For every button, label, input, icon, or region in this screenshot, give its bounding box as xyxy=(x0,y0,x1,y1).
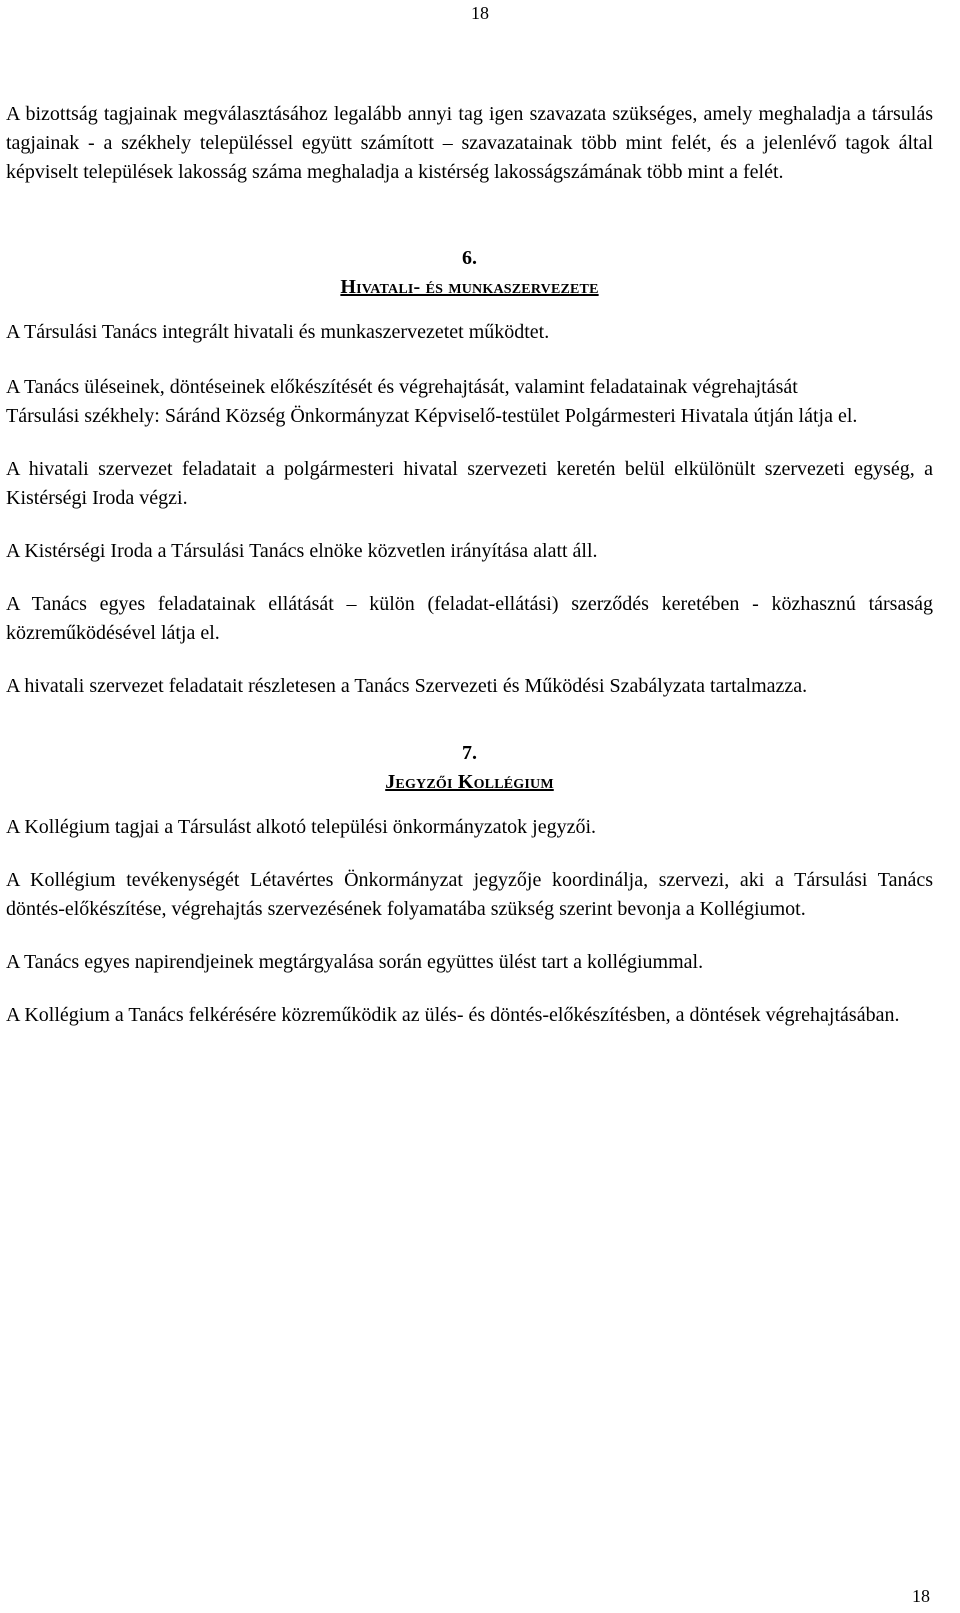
section-7-title: Jegyzői Kollégium xyxy=(385,771,554,793)
section-6-title: Hivatali- és munkaszervezete xyxy=(340,276,599,298)
section-6-paragraph: A Tanács üléseinek, döntéseinek előkészítését és végrehajtását, valamint feladatainak végrehajtását xyxy=(6,376,798,398)
section-7-paragraph: A Kollégium a Tanács felkérésére közreműködik az ülés- és döntés-előkészítésben, a döntések végrehajtásában. xyxy=(6,1004,900,1026)
section-7-paragraph: A Tanács egyes napirendjeinek megtárgyalása során együttes ülést tart a kollégiummal. xyxy=(6,951,704,973)
section-6-paragraph: A Tanács egyes feladatainak ellátását – külön (feladat-ellátási) szerződés keretében - közhasznú társaság közreműködésével látja el. xyxy=(6,593,933,644)
document-body xyxy=(6,100,933,1030)
section-6-paragraph: Társulási székhely: Sáránd Község Önkormányzat Képviselő-testület Polgármesteri Hivatala útján látja el. xyxy=(6,405,858,427)
section-6-paragraph: A Kistérségi Iroda a Társulási Tanács elnöke közvetlen irányítása alatt áll. xyxy=(6,540,598,562)
page-number-top: 18 xyxy=(471,3,489,23)
section-6-paragraph: A Társulási Tanács integrált hivatali és munkaszervezetet működtet. xyxy=(6,321,550,343)
page-number-bottom: 18 xyxy=(912,1586,930,1606)
section-6-paragraph: A hivatali szervezet feladatait részletesen a Tanács Szervezeti és Működési Szabályzata tartalmazza. xyxy=(6,675,808,697)
section-6-number: 6. xyxy=(462,247,477,269)
section-6-paragraph: A hivatali szervezet feladatait a polgármesteri hivatal szervezeti keretén belül elkülönült szervezeti egység, a Kistérségi Iroda végzi. xyxy=(6,458,933,509)
section-7-paragraph: A Kollégium tagjai a Társulást alkotó települési önkormányzatok jegyzői. xyxy=(6,816,597,838)
intro-paragraph: A bizottság tagjainak megválasztásához legalább annyi tag igen szavazata szükséges, amely meghaladja a társulás tagjainak - a székhely településsel együtt számított – szavazatainak több mint felét, és a jelenlévő tagok által képviselt települések lakosság száma meghaladja a kistérség lakosságszámának több mint a felét. xyxy=(6,103,933,183)
section-7-number: 7. xyxy=(462,742,477,764)
section-7-paragraph: A Kollégium tevékenységét Létavértes Önkormányzat jegyzője koordinálja, szervezi, aki a Társulási Tanács döntés-előkészítése, végrehajtás szervezésének folyamatába szükség szerint bevonja a Kollégiumot. xyxy=(6,869,933,920)
